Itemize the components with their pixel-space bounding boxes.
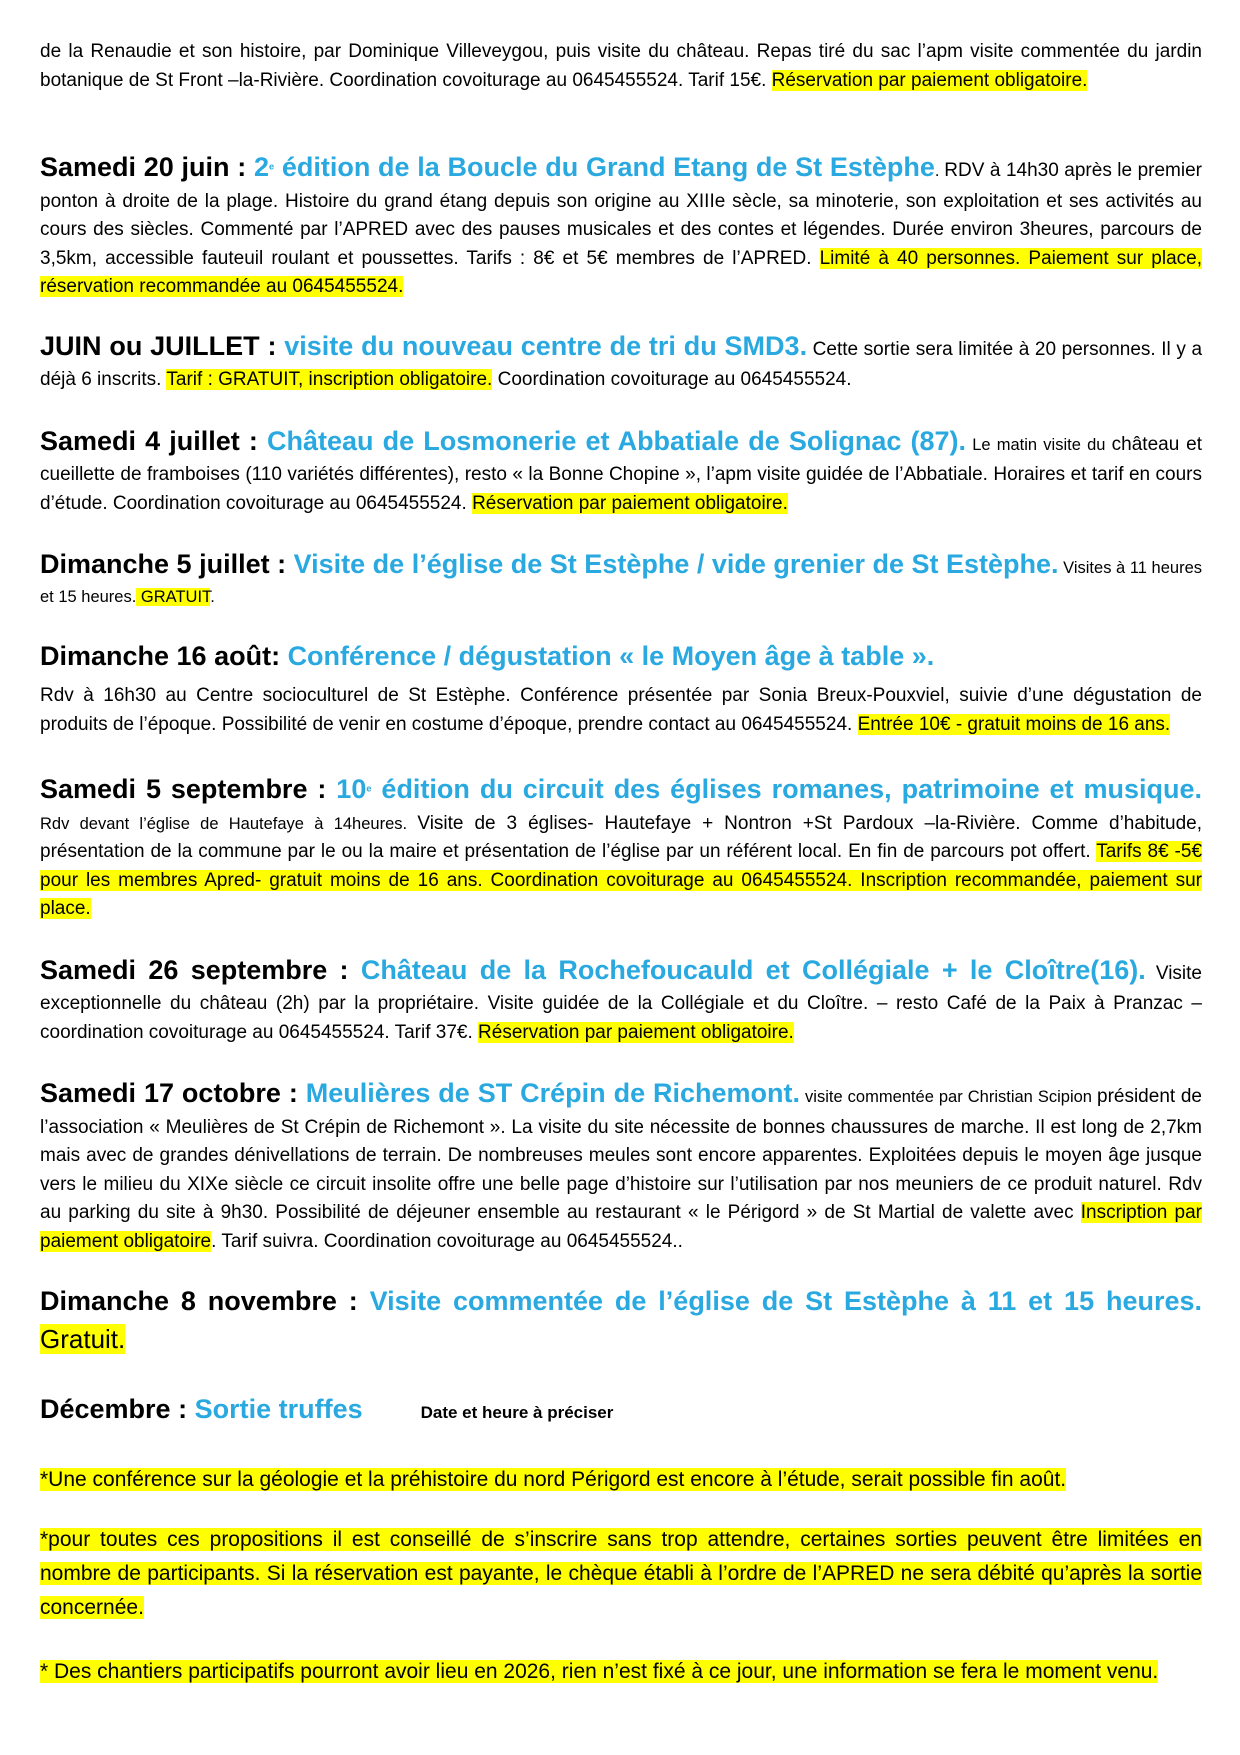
text-run: Visite commentée de l’église de St Estèphe à 11 et 15 heures. [369,1286,1202,1316]
document-body [40,38,1202,1689]
text-run: Coordination covoiturage au 0645455524. [492,369,852,390]
paragraph-samedi-17-octobre [40,1073,1202,1256]
text-run: Dimanche 16 août: [40,640,288,671]
text-run: e [366,783,372,794]
text-run: Entrée 10€ - [857,713,968,735]
text-run: *Une conférence sur la géologie et la préhistoire du nord Périgord est encore à l’étude, serait possible fin août. [40,1468,1067,1492]
text-run: Sortie truffes [194,1393,363,1424]
text-run: Date et heure à préciser [420,1402,614,1422]
text-run: e [268,161,275,172]
paragraph-dimanche-16-aout-texte [40,682,1202,739]
text-run: . Tarif suivra. Coordination covoiturage au 0645455524.. [211,1230,683,1252]
text-run: Dimanche 5 juillet : [40,549,294,579]
text-run: Visite de 3 églises- Hautefaye + Nontron +St Pardoux –la-Rivière. Comme d’habitude, présentation de la commune par le ou la maire et présentation de l’église par un référent local. En fin de parcours pot offert. [40,812,1202,862]
text-run: Tarifs 8€ -5€ pour les membres Apred- gratuit moins de 16 ans. Coordination covoiturage au 0645455524. Inscription recommandée, paiement sur place. [40,841,1203,919]
text-run: visite du nouveau centre de tri du SMD3. [284,330,808,361]
paragraph-samedi-26-septembre [40,950,1202,1048]
text-run: Réservation par paiement obligatoire. [478,1021,794,1043]
text-run: . [934,162,945,180]
text-run: *pour toutes ces propositions il est conseillé de s’inscrire sans trop attendre, certaines sorties peuvent être limitées en nombre de participants. Si la réservation est payante, le chèque établi à l’ordre de l’APRED ne sera débité qu’après la sortie concernée. [40,1528,1202,1620]
text-run: Samedi 26 septembre : [40,954,361,985]
text-run: visite commentée par Christian Scipion [800,1088,1097,1106]
text-run: JUIN ou JUILLET : [40,330,285,361]
text-run: Samedi 17 octobre : [40,1078,306,1108]
text-run: Gratuit. [40,1324,126,1355]
text-run: président de l’association « Meulières de St Crépin de Richemont ». La visite du site nécessite de bonnes chaussures de marche. Il est long de 2,7km mais avec de grandes dénivellations de terrain. De nombreuses meules sont encore apparentes. Exploitées depuis le moyen âge jusque vers le milieu du XIXe siècle ce circuit insolite offre une belle page d’histoire sur l’utilisation par nos meuniers de ce produit naturel. Rdv au parking du site à 9h30. Possibilité de déjeuner ensemble au restaurant « le Périgord » de St Martial de valette avec [40,1086,1203,1223]
text-run: Samedi 5 septembre : [40,774,337,804]
text-run: Samedi 20 juin : [40,152,254,182]
paragraph-dimanche-8-novembre [40,1282,1202,1359]
text-run: Réservation par paiement obligatoire. [771,69,1088,91]
text-run: Le matin visite du [966,435,1112,454]
paragraph-samedi-20-juin [40,147,1202,302]
text-run: . [210,587,215,606]
text-run: château et cueillette de framboises (110 variétés différentes), resto « la Bonne Chopine », l’apm visite guidée de l’Abbatiale. Horaires et tarif en cours d’étude. Coordination covoiturage au 0645455524. [40,433,1203,514]
paragraph-intro [40,38,1202,95]
text-run: Conférence / dégustation « le Moyen âge à table ». [287,640,935,671]
paragraph-samedi-5-septembre [40,769,1202,924]
paragraph-note-conference [40,1463,1202,1497]
paragraph-decembre [40,1389,1202,1430]
text-run: Château de Losmonerie et Abbatiale de Solignac (87). [267,425,966,456]
text-run: Limité à 40 personnes. Paiement sur place, réservation recommandée au 0645455524. [40,247,1202,297]
text-run: Réservation par paiement obligatoire. [472,492,788,514]
text-run: gratuit moins de 16 ans. [967,713,1171,735]
text-run: GRATUIT [136,587,211,606]
text-run: 2 [253,152,269,182]
paragraph-dimanche-5-juillet [40,544,1202,610]
text-run: Château de la Rochefoucauld et Collégiale + le Cloître(16). [360,954,1146,985]
text-run: * Des chantiers participatifs pourront avoir lieu en 2026, rien n’est fixé à ce jour, une information se fera le moment venu. [40,1660,1159,1684]
text-run: Rdv à 16h30 au Centre socioculturel de St Estèphe. Conférence présentée par Sonia Breux-Pouxviel, suivie d’une dégustation de produits de l’époque. Possibilité de venir en costume d’époque, prendre contact au 0645455524. [40,685,1202,735]
text-run: Visite de l’église de St Estèphe / vide grenier de St Estèphe. [293,549,1059,579]
text-run: Samedi 4 juillet : [40,425,268,456]
text-run: Rdv devant l’église de Hautefaye à 14heures. [40,814,418,833]
text-run: RDV à 14h30 après le premier ponton à droite de la plage. Histoire du grand étang depuis son origine au XIIIe sècle, sa minoterie, son exploitation et ses activités au cours des siècles. Commenté par l’APRED avec des pauses musicales et des contes et légendes. Durée environ 3heures, parcours de 3,5km, accessible fauteuil roulant et poussettes. Tarifs : 8€ et 5€ membres de l’APRED. [40,160,1202,269]
text-run: Visite exceptionnelle du château (2h) par la propriétaire. Visite guidée de la Collégiale et du Cloître. – resto Café de la Paix à Pranzac – coordination covoiturage au 0645455524. Tarif 37€. [40,962,1202,1043]
paragraph-samedi-4-juillet [40,421,1202,519]
paragraph-note-inscription [40,1523,1202,1625]
text-run: Meulières de ST Crépin de Richemont. [305,1078,801,1108]
text-run: Visites à 11 heures et 15 heures. [40,559,1202,606]
paragraph-juin-ou-juillet [40,326,1202,395]
text-run: 10 [336,774,367,804]
text-run: Décembre : [40,1393,195,1424]
text-run: Inscription par paiement obligatoire [40,1202,1202,1252]
text-run: Tarif : GRATUIT, inscription obligatoire. [166,369,493,390]
text-run: édition du circuit des églises romanes, patrimoine et musique. [371,774,1202,804]
text-run: de la Renaudie et son histoire, par Dominique Villeveygou, puis visite du château. Repas tiré du sac l’apm visite commentée du jardin botanique de St Front –la-Rivière. Coordination covoiturage au 0645455524. Tarif 15€. [40,41,1202,91]
text-run: Cette sortie sera limitée à 20 personnes. Il y a déjà 6 inscrits. [40,338,1203,390]
paragraph-note-chantiers [40,1655,1202,1689]
text-run: Dimanche 8 novembre : [40,1286,370,1316]
text-run: édition de la Boucle du Grand Etang de St Estèphe [274,152,935,182]
paragraph-dimanche-16-aout-titre [40,636,1202,677]
